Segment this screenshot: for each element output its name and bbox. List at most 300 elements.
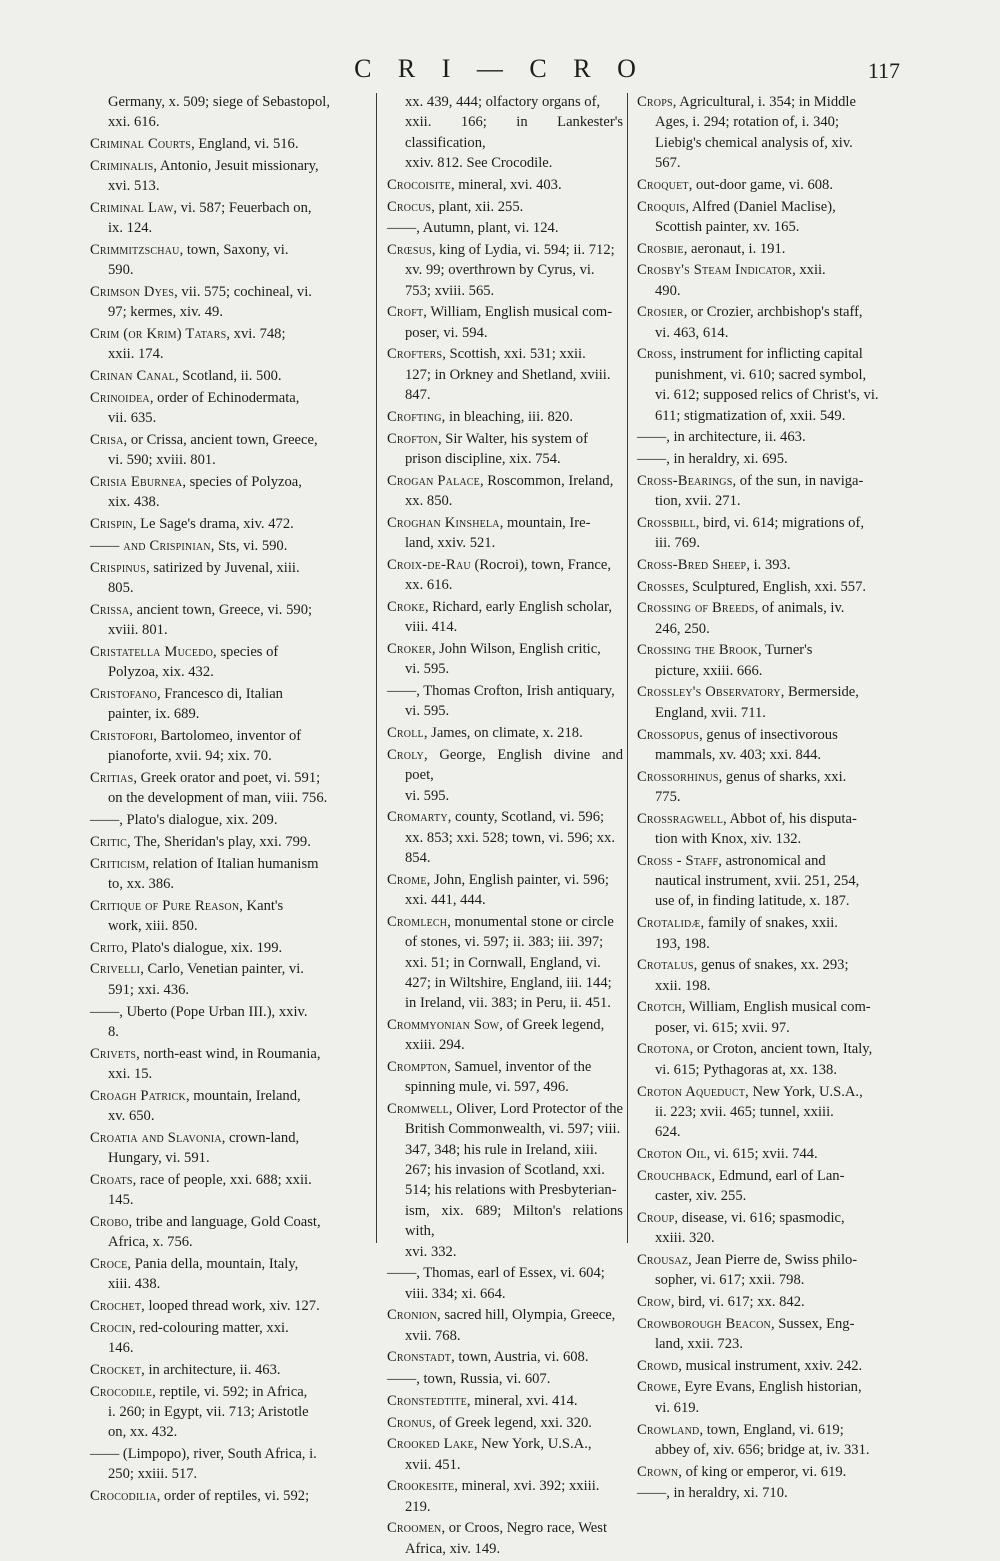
- index-entry: [637, 260, 893, 301]
- index-entry: [387, 1015, 623, 1056]
- index-entry: [90, 240, 353, 281]
- entry-text: , Sculptured, English, xxi. 557.: [684, 578, 867, 595]
- entry-headword: Crossopus: [637, 726, 700, 743]
- index-entry: [637, 1208, 893, 1249]
- entry-text: , crown-land, Hungary, vi. 591.: [108, 1129, 300, 1167]
- index-entry: [637, 1250, 893, 1291]
- index-entry: [637, 1082, 893, 1143]
- entry-headword: Cristofori: [90, 727, 154, 744]
- index-entry: [90, 600, 353, 641]
- entry-text: ——, Thomas, earl of Essex, vi. 604; viii. 334; xi. 664.: [387, 1265, 605, 1302]
- entry-text: ——, in heraldry, xi. 695.: [637, 450, 788, 467]
- entry-text: ——, town, Russia, vi. 607.: [387, 1371, 551, 1388]
- entry-text: , xxii. 490.: [655, 262, 826, 299]
- entry-headword: Crofters: [387, 346, 443, 363]
- index-entry: [90, 684, 353, 725]
- entry-headword: Crocket: [90, 1361, 142, 1378]
- index-entry: [637, 577, 893, 597]
- entry-text: , mountain, Ire- land, xxiv. 521.: [405, 514, 591, 552]
- entry-text: , Pania della, mountain, Italy, xiii. 438.: [108, 1256, 299, 1293]
- entry-text: , xvi. 748; xxii. 174.: [108, 326, 286, 363]
- index-entry: [387, 1413, 623, 1433]
- entry-text: , species of Polyzoa, xix. 438.: [108, 474, 302, 511]
- index-entry: [90, 642, 353, 683]
- entry-headword: Croce: [90, 1256, 128, 1273]
- entry-text: , town, Austria, vi. 608.: [451, 1349, 589, 1366]
- entry-headword: Cross: [637, 346, 673, 363]
- entry-text: , instrument for inflicting capital punishment, vi. 610; sacred symbol, vi. 612; supposed relics of Christ's, vi. 611; stigmatization of, xxii. 549.: [655, 346, 879, 424]
- entry-headword: Crossing the Brook: [637, 642, 758, 659]
- entry-headword: Crotch: [637, 999, 682, 1016]
- index-entry: [387, 429, 623, 470]
- entry-headword: Cromarty: [387, 809, 448, 826]
- column-middle: [387, 92, 623, 1561]
- entry-text: , Richard, early English scholar, viii. 414.: [405, 598, 613, 636]
- entry-headword: Croll: [387, 725, 424, 742]
- entry-text: , or Crozier, archbishop's staff, vi. 463, 614.: [655, 304, 863, 341]
- entry-text: , Edmund, earl of Lan- caster, xiv. 255.: [655, 1167, 845, 1205]
- entry-text: , William, English musical com- poser, vi. 594.: [405, 304, 613, 341]
- entry-headword: Croton Aqueduct: [637, 1083, 746, 1100]
- entry-text: , ancient town, Greece, vi. 590; xviii. 801.: [108, 601, 313, 639]
- column-right: [637, 92, 893, 1505]
- entry-headword: Crowe: [637, 1379, 678, 1396]
- entry-text: , John Wilson, English critic, vi. 595.: [405, 641, 601, 678]
- index-entry: [90, 768, 353, 809]
- index-entry: [637, 1292, 893, 1312]
- entry-headword: Crivets: [90, 1045, 137, 1062]
- entry-headword: Crookesite: [387, 1478, 455, 1495]
- index-entry: [637, 344, 893, 425]
- index-entry: [90, 388, 353, 429]
- index-entry: [637, 302, 893, 343]
- entry-headword: Crossragwell: [637, 810, 724, 827]
- index-entry: [387, 1369, 623, 1389]
- index-entry: [90, 1170, 353, 1211]
- entry-text: , vi. 615; xvii. 744.: [706, 1145, 818, 1162]
- index-entry: [90, 514, 353, 534]
- entry-headword: Cronus: [387, 1414, 432, 1431]
- entry-text: , out-door game, vi. 608.: [688, 176, 833, 193]
- entry-text: ——, Plato's dialogue, xix. 209.: [90, 812, 278, 829]
- entry-headword: Cross - Staff: [637, 852, 719, 869]
- entry-headword: Crofting: [387, 408, 442, 425]
- index-entry: [637, 1420, 893, 1461]
- entry-headword: Cross-Bearings: [637, 472, 733, 489]
- entry-text: , John, English painter, vi. 596; xxi. 441, 444.: [405, 871, 609, 909]
- index-entry: [387, 175, 623, 195]
- entry-headword: Crommyonian Sow: [387, 1016, 500, 1033]
- entry-text: , relation of Italian humanism to, xx. 386.: [108, 855, 319, 892]
- entry-text: , Bermerside, England, xvii. 711.: [655, 684, 859, 721]
- index-entry: [637, 997, 893, 1038]
- entry-headword: Crimmitzschau: [90, 241, 180, 258]
- entry-text: , Eyre Evans, English historian, vi. 619.: [655, 1379, 862, 1416]
- index-entry: [90, 1044, 353, 1085]
- entry-headword: Crimson Dyes: [90, 284, 175, 301]
- index-entry: [90, 1212, 353, 1253]
- index-entry: [637, 913, 893, 954]
- entry-headword: Croghan Kinshela: [387, 514, 500, 531]
- entry-headword: Critias: [90, 770, 134, 787]
- entry-text: , aeronaut, i. 191.: [683, 240, 786, 257]
- entry-text: , Abbot of, his disputa- tion with Knox, xiv. 132.: [655, 810, 857, 848]
- entry-text: , genus of sharks, xxi. 775.: [655, 768, 847, 805]
- index-entry: [387, 513, 623, 554]
- entry-text: , or Croton, ancient town, Italy, vi. 615; Pythagoras at, xx. 138.: [655, 1041, 873, 1078]
- entry-headword: Croagh Patrick: [90, 1087, 186, 1104]
- entry-headword: Croomen: [387, 1520, 442, 1537]
- index-entry: [90, 1296, 353, 1316]
- entry-headword: Crocodile: [90, 1383, 153, 1400]
- index-entry: [90, 1486, 353, 1506]
- entry-text: , order of Echinodermata, vii. 635.: [108, 389, 300, 427]
- index-entry: [90, 134, 353, 154]
- entry-text: ——, in architecture, ii. 463.: [637, 429, 806, 446]
- page-number: 117: [867, 58, 900, 83]
- entry-headword: Croly: [387, 746, 424, 763]
- entry-text: —— (Limpopo), river, South Africa, i. 250; xxiii. 517.: [90, 1446, 317, 1483]
- index-entry: [637, 955, 893, 996]
- entry-headword: Crisa: [90, 432, 124, 449]
- index-entry: [90, 92, 353, 133]
- entry-headword: Crossbill: [637, 514, 696, 531]
- entry-text: xx. 439, 444; olfactory organs of, xxii. 166; in Lankester's classification, xxiv. 812. See Crocodile.: [405, 94, 623, 172]
- entry-headword: Croix-de-Rau: [387, 556, 471, 573]
- index-entry: [387, 807, 623, 868]
- entry-text: , king of Lydia, vi. 594; ii. 712; xv. 99; overthrown by Cyrus, vi. 753; xviii. 565.: [405, 241, 615, 299]
- entry-text: , or Croos, Negro race, West Africa, xiv. 149.: [405, 1520, 608, 1557]
- entry-text: , genus of snakes, xx. 293; xxii. 198.: [655, 957, 849, 994]
- entry-text: , mountain, Ireland, xv. 650.: [108, 1087, 301, 1125]
- entry-headword: Criminal Law: [90, 199, 174, 216]
- entry-text: , William, English musical com- poser, vi. 615; xvii. 97.: [655, 999, 871, 1036]
- index-entry: [637, 851, 893, 912]
- index-entry: [387, 1434, 623, 1475]
- entry-text: , Francesco di, Italian painter, ix. 689.: [108, 685, 283, 723]
- entry-headword: Crochet: [90, 1298, 142, 1315]
- entry-text: ——, in heraldry, xi. 710.: [637, 1485, 788, 1502]
- index-entry: [387, 218, 623, 238]
- index-entry: [387, 1391, 623, 1411]
- entry-headword: Crinan Canal: [90, 368, 175, 385]
- entry-headword: Crotalus: [637, 957, 694, 974]
- entry-text: , satirized by Juvenal, xiii. 805.: [108, 559, 300, 596]
- entry-text: , plant, xii. 255.: [431, 198, 524, 215]
- entry-headword: Crocus: [387, 198, 432, 215]
- index-entry: [387, 302, 623, 343]
- index-entry: [637, 1144, 893, 1164]
- entry-headword: Crossing of Breeds: [637, 600, 755, 617]
- index-entry: [637, 767, 893, 808]
- entry-headword: Crivelli: [90, 961, 141, 978]
- entry-headword: Crousaz: [637, 1251, 689, 1268]
- index-entry: [637, 682, 893, 723]
- index-entry: [637, 239, 893, 259]
- index-entry: [637, 1166, 893, 1207]
- index-entry: [90, 282, 353, 323]
- entry-headword: Crowborough Beacon: [637, 1315, 771, 1332]
- entry-text: , George, English divine and poet, vi. 595.: [405, 746, 623, 804]
- entry-headword: Crompton: [387, 1059, 448, 1076]
- index-entry: [637, 598, 893, 639]
- entry-headword: Cristofano: [90, 685, 157, 702]
- index-entry: [387, 1099, 623, 1262]
- index-entry: [637, 725, 893, 766]
- index-entry: [387, 471, 623, 512]
- index-entry: [90, 1128, 353, 1169]
- entry-text: , New York, U.S.A., xvii. 451.: [405, 1436, 592, 1473]
- index-entry: [637, 555, 893, 575]
- entry-text: , Scottish, xxi. 531; xxii. 127; in Orkney and Shetland, xviii. 847.: [405, 346, 611, 404]
- entry-headword: Crome: [387, 871, 427, 888]
- entry-text: Germany, x. 509; siege of Sebastopol, xxi. 616.: [108, 94, 330, 131]
- entry-text: , disease, vi. 616; spasmodic, xxiii. 320.: [655, 1209, 845, 1247]
- entry-text: , red-colouring matter, xxi. 146.: [108, 1319, 289, 1357]
- entry-headword: Croquis: [637, 198, 686, 215]
- entry-headword: Crossley's Observatory: [637, 684, 781, 701]
- entry-text: ——, Thomas Crofton, Irish antiquary, vi. 595.: [387, 683, 615, 720]
- entry-text: , race of people, xxi. 688; xxii. 145.: [108, 1171, 312, 1209]
- entry-text: , mineral, xvi. 414.: [466, 1392, 578, 1409]
- entry-text: , Sussex, Eng- land, xxii. 723.: [655, 1315, 855, 1352]
- entry-headword: Cronstadt: [387, 1349, 452, 1366]
- index-entry: [90, 324, 353, 365]
- entry-text: , Antonio, Jesuit missionary, xvi. 513.: [108, 157, 319, 195]
- entry-text: , of Greek legend, xxiii. 294.: [405, 1016, 605, 1054]
- entry-text: , Sts, vi. 590.: [210, 537, 288, 554]
- entry-text: , i. 393.: [746, 556, 791, 573]
- entry-text: , looped thread work, xiv. 127.: [141, 1298, 320, 1315]
- index-entry: [387, 870, 623, 911]
- entry-headword: Critic: [90, 833, 128, 850]
- index-entry: [90, 832, 353, 852]
- entry-headword: Crosby's Steam Indicator: [637, 262, 793, 279]
- entry-text: , in bleaching, iii. 820.: [441, 408, 573, 425]
- index-entry: [90, 1086, 353, 1127]
- entry-headword: —— and Crispinian: [90, 537, 211, 554]
- index-entry: [90, 1318, 353, 1359]
- entry-headword: Croatia and Slavonia: [90, 1129, 222, 1146]
- entry-headword: Crofton: [387, 430, 438, 447]
- index-entry: [90, 536, 353, 556]
- index-entry: [637, 175, 893, 195]
- index-entry: [90, 726, 353, 767]
- entry-headword: Croke: [387, 598, 425, 615]
- entry-headword: Crown: [637, 1463, 679, 1480]
- entry-headword: Crocoisite: [387, 176, 451, 193]
- entry-headword: Crosier: [637, 304, 684, 321]
- index-entry: [90, 959, 353, 1000]
- index-entry: [90, 430, 353, 471]
- index-entry: [387, 681, 623, 722]
- entry-headword: Crogan Palace: [387, 472, 480, 489]
- entry-headword: Croquet: [637, 176, 689, 193]
- index-entry: [90, 938, 353, 958]
- entry-text: , family of snakes, xxii. 193, 198.: [655, 915, 838, 952]
- index-entry: [387, 912, 623, 1014]
- entry-headword: Crim (or Krim) Tatars: [90, 326, 227, 343]
- entry-text: , Le Sage's drama, xiv. 472.: [132, 516, 294, 533]
- entry-headword: Crito: [90, 939, 124, 956]
- index-entry: [387, 407, 623, 427]
- index-entry: [637, 92, 893, 173]
- index-entry: [90, 1254, 353, 1295]
- running-head: C R I — C R O: [354, 54, 646, 83]
- index-entry: [90, 810, 353, 830]
- entry-headword: Crowd: [637, 1357, 679, 1374]
- column-rule: [627, 93, 628, 1243]
- index-entry: [90, 1444, 353, 1485]
- index-entry: [637, 197, 893, 238]
- entry-text: , Kant's work, xiii. 850.: [108, 897, 284, 934]
- entry-text: , sacred hill, Olympia, Greece, xvii. 768.: [405, 1307, 616, 1344]
- entry-text: , or Crissa, ancient town, Greece, vi. 590; xviii. 801.: [108, 432, 318, 469]
- entry-text: , Carlo, Venetian painter, vi. 591; xxi. 436.: [108, 961, 304, 998]
- entry-text: , bird, vi. 614; migrations of, iii. 769.: [655, 514, 864, 552]
- entry-headword: Crobo: [90, 1213, 129, 1230]
- entry-text: , Sir Walter, his system of prison discipline, xix. 754.: [405, 430, 588, 467]
- entry-headword: Crœsus: [387, 241, 432, 258]
- entry-headword: Crossorhinus: [637, 768, 719, 785]
- entry-text: , of king or emperor, vi. 619.: [678, 1463, 847, 1480]
- entry-text: , Oliver, Lord Protector of the British Commonwealth, vi. 597; viii. 347, 348; his rule in Ireland, xiii. 267; his invasion of Scotland, xxi. 514; his relations with Presbyterian- ism, xix. 689; Milton's relations with, xvi. 332.: [405, 1101, 623, 1260]
- entry-headword: Cromlech: [387, 913, 448, 930]
- entry-text: , Samuel, inventor of the spinning mule, vi. 597, 496.: [405, 1059, 592, 1096]
- entry-text: , Bartolomeo, inventor of pianoforte, xvii. 94; xix. 70.: [108, 727, 302, 765]
- entry-text: , Turner's picture, xxiii. 666.: [655, 642, 813, 679]
- entry-headword: Cross-Bred Sheep: [637, 556, 747, 573]
- index-entry: [387, 1263, 623, 1304]
- entry-text: , Greek orator and poet, vi. 591; on the development of man, viii. 756.: [108, 770, 328, 807]
- index-entry: [387, 723, 623, 743]
- entry-text: , James, on climate, x. 218.: [423, 725, 583, 742]
- index-entry: [387, 92, 623, 173]
- index-entry: [387, 1347, 623, 1367]
- entry-headword: Croup: [637, 1209, 675, 1226]
- entry-text: , north-east wind, in Roumania, xxi. 15.: [108, 1045, 321, 1082]
- entry-text: , vii. 575; cochineal, vi. 97; kermes, xiv. 49.: [108, 284, 312, 321]
- index-entry: [637, 809, 893, 850]
- entry-text: , mineral, xvi. 403.: [450, 176, 562, 193]
- entry-headword: Crow: [637, 1293, 671, 1310]
- entry-text: , town, Saxony, vi. 590.: [108, 241, 289, 279]
- index-entry: [637, 1039, 893, 1080]
- entry-text: , tribe and language, Gold Coast, Africa, x. 756.: [108, 1213, 321, 1251]
- entry-text: , Scotland, ii. 500.: [174, 368, 282, 385]
- index-entry: [637, 1356, 893, 1376]
- index-entry: [387, 1305, 623, 1346]
- entry-headword: Crosbie: [637, 240, 684, 257]
- entry-headword: Crocodilia: [90, 1488, 157, 1505]
- index-entry: [90, 156, 353, 197]
- entry-text: (Rocroi), town, France, xx. 616.: [405, 556, 612, 594]
- entry-text: , bird, vi. 617; xx. 842.: [670, 1293, 805, 1310]
- entry-text: , Plato's dialogue, xix. 199.: [123, 939, 283, 956]
- entry-headword: Criticism: [90, 855, 146, 872]
- index-entry: [90, 198, 353, 239]
- index-entry: [387, 555, 623, 596]
- index-entry: [90, 1002, 353, 1043]
- entry-text: , reptile, vi. 592; in Africa, i. 260; in Egypt, vii. 713; Aristotle on, xx. 432.: [108, 1383, 309, 1441]
- column-rule: [376, 93, 377, 1243]
- index-entry: [90, 854, 353, 895]
- entry-headword: Crowland: [637, 1421, 700, 1438]
- index-entry: [637, 471, 893, 512]
- index-entry: [387, 240, 623, 301]
- entry-text: , Jean Pierre de, Swiss philo- sopher, vi. 617; xxii. 798.: [655, 1251, 858, 1289]
- index-entry: [387, 1518, 623, 1559]
- entry-headword: Crouchback: [637, 1167, 712, 1184]
- index-entry: [387, 344, 623, 405]
- entry-headword: Cristatella Mucedo: [90, 643, 214, 660]
- index-entry: [637, 427, 893, 447]
- entry-text: , order of reptiles, vi. 592;: [156, 1488, 310, 1505]
- entry-headword: Crotalidæ: [637, 915, 701, 932]
- index-entry: [637, 640, 893, 681]
- entry-headword: Crosses: [637, 578, 685, 595]
- entry-headword: Crispinus: [90, 559, 146, 576]
- entry-text: , town, England, vi. 619; abbey of, xiv. 656; bridge at, iv. 331.: [655, 1421, 870, 1458]
- index-entry: [637, 1483, 893, 1503]
- index-entry: [90, 558, 353, 599]
- index-entry: [90, 366, 353, 386]
- entry-text: , vi. 587; Feuerbach on, ix. 124.: [108, 199, 312, 237]
- index-entry: [637, 513, 893, 554]
- entry-headword: Crisia Eburnea: [90, 474, 183, 491]
- index-entry: [90, 1360, 353, 1380]
- entry-headword: Critique of Pure Reason: [90, 897, 240, 914]
- entry-headword: Crotona: [637, 1041, 690, 1058]
- entry-text: , The, Sheridan's play, xxi. 799.: [127, 833, 311, 850]
- entry-text: ——, Uberto (Pope Urban III.), xxiv. 8.: [90, 1003, 308, 1040]
- entry-text: , England, vi. 516.: [191, 136, 299, 153]
- entry-headword: Crocin: [90, 1319, 133, 1336]
- entry-text: , in architecture, ii. 463.: [141, 1361, 281, 1378]
- index-entry: [387, 1476, 623, 1517]
- index-entry: [387, 1057, 623, 1098]
- entry-headword: Crooked Lake: [387, 1436, 474, 1453]
- index-entry: [637, 1314, 893, 1355]
- entry-text: , of Greek legend, xxi. 320.: [431, 1414, 592, 1431]
- entry-text: , of animals, iv. 246, 250.: [655, 600, 845, 637]
- index-entry: [637, 1462, 893, 1482]
- index-entry: [90, 472, 353, 513]
- index-entry: [637, 449, 893, 469]
- entry-headword: Criminalis: [90, 157, 154, 174]
- entry-text: , species of Polyzoa, xix. 432.: [108, 643, 279, 681]
- entry-text: , Roscommon, Ireland, xx. 850.: [405, 472, 614, 510]
- entry-text: , monumental stone or circle of stones, vi. 597; ii. 383; iii. 397; xxi. 51; in Cornwall, England, vi. 427; in Wiltshire, England, iii. 144; in Ireland, vii. 383; in Peru, ii. 451.: [405, 913, 614, 1012]
- entry-text: ——, Autumn, plant, vi. 124.: [387, 220, 559, 237]
- entry-headword: Cronstedtite: [387, 1392, 467, 1409]
- column-left: [90, 92, 353, 1508]
- entry-text: , Alfred (Daniel Maclise), Scottish painter, xv. 165.: [655, 198, 836, 235]
- index-entry: [387, 197, 623, 217]
- entry-headword: Croton Oil: [637, 1145, 707, 1162]
- index-entry: [90, 1382, 353, 1443]
- entry-text: , of the sun, in naviga- tion, xvii. 271.: [655, 472, 864, 510]
- entry-text: , mineral, xvi. 392; xxiii. 219.: [405, 1478, 600, 1515]
- index-entry: [387, 597, 623, 638]
- entry-headword: Crinoidea: [90, 389, 150, 406]
- entry-headword: Croft: [387, 304, 424, 321]
- entry-headword: Croker: [387, 641, 432, 658]
- entry-text: , Agricultural, i. 354; in Middle Ages, i. 294; rotation of, i. 340; Liebig's chemical analysis of, xiv. 567.: [655, 94, 856, 172]
- entry-headword: Cronion: [387, 1307, 438, 1324]
- entry-headword: Croats: [90, 1171, 133, 1188]
- index-entry: [90, 896, 353, 937]
